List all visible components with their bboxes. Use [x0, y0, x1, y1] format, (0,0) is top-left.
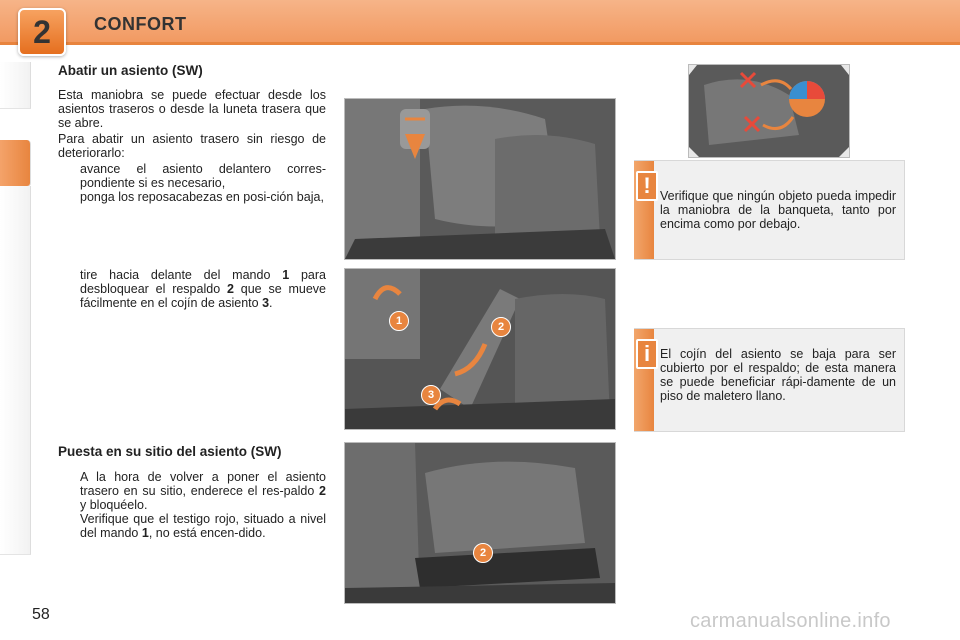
chapter-tab[interactable]	[0, 462, 31, 509]
info-box	[634, 328, 905, 432]
chapter-tab[interactable]	[0, 232, 31, 279]
bullet-text: tire hacia delante del mando 1 para desbloquear el respaldo 2 que se mueve fácilmente en el cojín de asiento 3.	[80, 268, 327, 310]
section-title-abatir: Abatir un asiento (SW)	[58, 63, 203, 78]
chapter-tab[interactable]	[0, 278, 31, 325]
bullet-item	[58, 162, 326, 192]
bullet-item	[58, 470, 326, 514]
intro-paragraph: Esta maniobra se puede efectuar desde los asientos traseros o desde la luneta trasera que se abre.	[58, 88, 326, 130]
photo-headrest-lowered	[344, 98, 616, 260]
callout-2: 2	[473, 543, 493, 563]
chapter-tab-active[interactable]	[0, 140, 31, 187]
chapter-tab[interactable]	[0, 508, 31, 555]
photo-fold-mechanism	[344, 268, 616, 430]
bullet-text: avance el asiento delantero corres-pondiente si es necesario,	[80, 162, 326, 190]
chapter-tab[interactable]	[0, 62, 31, 109]
bullet-item	[58, 190, 326, 220]
bullet-text: A la hora de volver a poner el asiento trasero en su sitio, enderece el res-paldo 2 y bloquéelo.	[80, 470, 326, 512]
warning-box	[634, 160, 905, 260]
bullet-text: Verifique que el testigo rojo, situado a nivel del mando 1, no está encen-dido.	[80, 512, 326, 540]
instruction-paragraph: Para abatir un asiento trasero sin riesgo de deteriorarlo:	[58, 132, 326, 160]
watermark: carmanualsonline.info	[690, 610, 891, 632]
bullet-text: ponga los reposacabezas en posi-ción baja,	[80, 190, 324, 204]
photo-seat-folded	[344, 442, 616, 604]
chapter-number-badge: 2	[18, 8, 66, 56]
callout-1: 1	[389, 311, 409, 331]
warning-text: Verifique que ningún objeto pueda impedir la maniobra de la banqueta, tanto por encima como por debajo.	[660, 189, 896, 231]
callout-2: 2	[491, 317, 511, 337]
section-title-puesta: Puesta en su sitio del asiento (SW)	[58, 444, 282, 459]
bullet-item	[58, 512, 326, 556]
info-icon: i	[636, 339, 658, 369]
chapter-tab[interactable]	[0, 416, 31, 463]
chapter-tab[interactable]	[0, 324, 31, 371]
photo-objects-warning	[688, 64, 850, 158]
bullet-item	[58, 268, 326, 328]
info-text: El cojín del asiento se baja para ser cubierto por el respaldo; de esta manera se puede beneficiar rápi-damente de un piso de maletero llano.	[660, 347, 896, 403]
chapter-tab[interactable]	[0, 186, 31, 233]
chapter-tab[interactable]	[0, 370, 31, 417]
chapter-title: CONFORT	[94, 14, 187, 34]
callout-3: 3	[421, 385, 441, 405]
header-rule	[0, 42, 960, 45]
warning-icon: !	[636, 171, 658, 201]
page-number: 58	[32, 606, 50, 623]
